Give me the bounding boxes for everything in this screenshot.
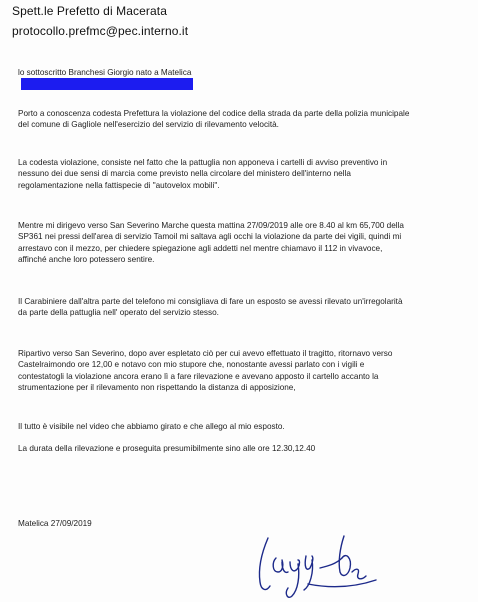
intro-line: lo sottoscritto Branchesi Giorgio nato a Matelica — [18, 68, 192, 77]
handwritten-signature — [248, 528, 388, 600]
text-line: regolamentazione nella fattispecie di "autovelox mobili". — [18, 180, 220, 190]
text-line: Ripartivo verso San Severino, dopo aver espletato ciò per cui avevo effettuato il tragitto, ritornavo verso — [18, 349, 393, 358]
paragraph-duration — [18, 443, 470, 454]
text-line: del comune di Gagliole nell'esercizio del servizio di rilevamento velocità. — [18, 120, 279, 130]
paragraph-video-evidence — [18, 421, 470, 432]
text-line: Il tutto è visibile nel video che abbiamo girato e che allego al mio esposto. — [18, 422, 285, 431]
text-line: Matelica 27/09/2019 — [18, 519, 92, 528]
text-line: Porto a conoscenza codesta Prefettura la violazione del codice della strada da parte della polizia municipale — [18, 109, 410, 118]
text-line: da parte della pattuglia nell' operato del servizio stesso. — [18, 308, 219, 318]
redaction-bar — [21, 78, 193, 90]
text-line: strumentazione per il rilevamento non rispettando la distanza di apposizione, — [18, 383, 296, 393]
text-line: La codesta violazione, consiste nel fatto che la pattuglia non apponeva i cartelli di avviso preventivo in — [18, 158, 388, 167]
text-line: Castelraimondo ore 12,00 e notavo con mio stupore che, nonostante avessi parlato con i vigili e — [18, 360, 365, 370]
paragraph-event-account — [18, 220, 470, 266]
paragraph-violation-report — [18, 108, 470, 131]
text-line: SP361 nei pressi dell'area di servizio Tamoil mi saltava agli occhi la violazione da parte dei vigili, quindi mi — [18, 232, 402, 242]
text-line: Mentre mi dirigevo verso San Severino Marche questa mattina 27/09/2019 alle ore 8.40 al km 65,700 della — [18, 221, 404, 230]
text-line: Il Carabiniere dall'altra parte del telefono mi consigliava di fare un esposto se avessi rilevato un'irregolarità — [18, 297, 403, 306]
paragraph-return-trip — [18, 348, 470, 394]
text-line: arrestavo con il mezzo, per chiedere spiegazione agli addetti nel mentre chiamavo il 112 in vivavoce, — [18, 243, 383, 253]
addressee-line: Spett.le Prefetto di Macerata — [12, 4, 167, 18]
paragraph-intro — [18, 67, 470, 90]
text-line: nessuno dei due sensi di marcia come previsto nella circolare del ministero dell'interno nella — [18, 169, 351, 179]
text-line: contestatogli la violazione ancora erano lì a fare rilevazione e avevano apposto il cartello accanto la — [18, 371, 379, 381]
paragraph-carabiniere — [18, 296, 470, 319]
pec-email: protocollo.prefmc@pec.interno.it — [12, 24, 189, 38]
text-line: affinché anche loro potessero sentire. — [18, 255, 155, 265]
paragraph-violation-details — [18, 157, 470, 191]
place-date — [18, 518, 470, 529]
text-line: La durata della rilevazione e proseguita presumibilmente sino alle ore 12.30,12.40 — [18, 444, 316, 453]
